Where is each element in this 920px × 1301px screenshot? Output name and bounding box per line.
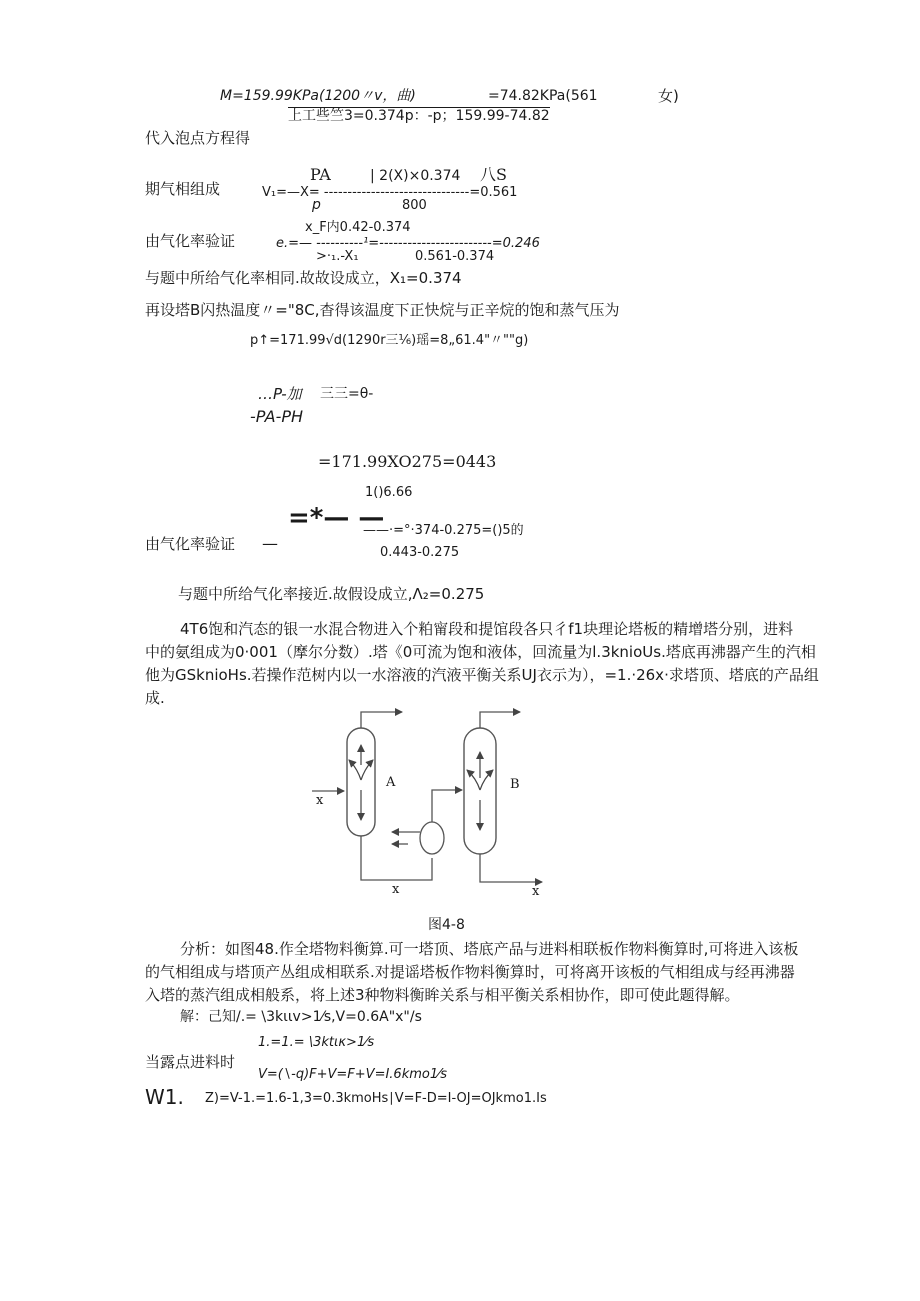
eq3-top-b: 三三=θ- [320,386,374,402]
analysis-line-1: 分析：如图48.作全塔物料衡算.可一塔顶、塔底产品与进料相联板作物料衡算时,可将进入该板 [180,940,799,958]
eq-pressure-b: =74.82KPa(561 [488,88,598,104]
eq4-value: =171.99XO275=0443 [318,452,497,471]
eq5-label: 由气化率验证 [145,535,236,553]
column-b [464,728,496,854]
problem-line-1: 4T6饱和汽态的银一水混合物进入个粕甯段和提馆段各只彳f1块理论塔板的精增塔分别，进料 [180,620,794,638]
eq1-fraction: V₁=—X= -------------------------------=0.561 [262,185,518,200]
eq5-dash: — [262,534,278,553]
eq2-numerator: x_F内0.42-0.374 [305,220,411,235]
solution-known: 解：己知/.= \3kιιv>1⁄s,V=0.6A"x"/s [180,1009,422,1025]
eq3-top-a: …P-加 [258,385,302,403]
transfer-label: x [392,882,400,897]
eq2-denominator-b: 0.561-0.374 [415,249,495,264]
eq1-denominator-a: p [312,197,321,213]
eq-vapor-pressure: p↑=171.99√d(1290r三⅙)瑶=8„61.4"〃""g) [250,333,529,348]
analysis-line-2: 的气相组成与塔顶产丛组成相联系.对提谣塔板作物料衡算时，可将离开该板的气相组成与经再沸器 [145,963,795,981]
bottom-product-label: x [532,884,540,899]
eq4-denominator: 1()6.66 [365,485,413,500]
dew-point-label: 当露点进料时 [145,1053,236,1071]
eq2-label: 由气化率验证 [145,232,236,250]
analysis-line-3: 入塔的蒸汽组成相般系，将上述3种物料衡眸关系与相平衡关系相协作，即可使此题得解。 [145,986,740,1004]
eq1-numerator-c: 八S [480,165,507,184]
text-confirm-1: 与题中所给气化率相同.故故设成立，X₁=0.374 [145,269,462,287]
text-assume-b: 再设塔B闪热温度〃="8C,杳得该温度下正快烷与正辛烷的饱和蒸气压为 [145,301,620,319]
feed-label: x [316,793,324,808]
eq2-denominator-a: >·₁.-X₁ [316,249,359,264]
eq1-denominator-b: 800 [402,198,427,213]
text-substitute: 代入泡点方程得 [145,129,251,147]
eq-pressure-a: M=159.99KPa(1200〃v，曲) [220,88,416,104]
problem-line-4: 成. [145,689,165,707]
eq-pressure-c: 女) [658,87,679,105]
column-b-label: B [510,777,520,792]
figure-caption: 图4-8 [428,917,465,933]
eq5-symbols: =*— — [288,503,385,533]
solution-eq-v: V=(∖-q)F+V=F+V=I.6kmo1⁄s [258,1067,448,1082]
eq1-label: 期气相组成 [145,180,221,198]
solution-eq-d-w: Z)=V-1.=1.6-1,3=0.3kmoHs∣V=F-D=I-OJ=OJkmo1.Is [205,1091,547,1106]
eq1-numerator-b: | 2(X)×0.374 [370,168,461,184]
text-confirm-2: 与题中所给气化率接近.故假设成立,Λ₂=0.275 [178,585,485,603]
eq5-denominator: 0.443-0.275 [380,545,460,560]
problem-line-3: 他为GSknioHs.若操作范树内以一水溶液的汽液平衡关系UJ衣示为），=1.·26x·求塔顶、塔底的产品组 [145,666,819,684]
w1-label: W1. [145,1085,184,1109]
problem-line-2: 中的氨组成为0·001（摩尔分数）.塔《0可流为饱和液体，回流量为l.3knioUs.塔底再沸器产生的汽相 [145,643,816,661]
eq-composition: 上工些竺3=0.374p：-p；159.99-74.82 [288,108,550,124]
solution-eq-l: 1.=1.= \3ktικ>1⁄s [258,1035,375,1050]
column-b-internal-arrows [467,752,493,830]
eq3-bottom: -PA-PH [250,407,304,426]
eq2-fraction: e.=— ----------¹=------------------------=0.246 [276,236,540,251]
column-a-internal-arrows [349,745,373,820]
column-a-label: A [386,775,396,790]
eq5-fraction: ——·=°·374-0.275=()5的 [363,523,524,538]
eq1-numerator-a: PA [310,165,331,184]
